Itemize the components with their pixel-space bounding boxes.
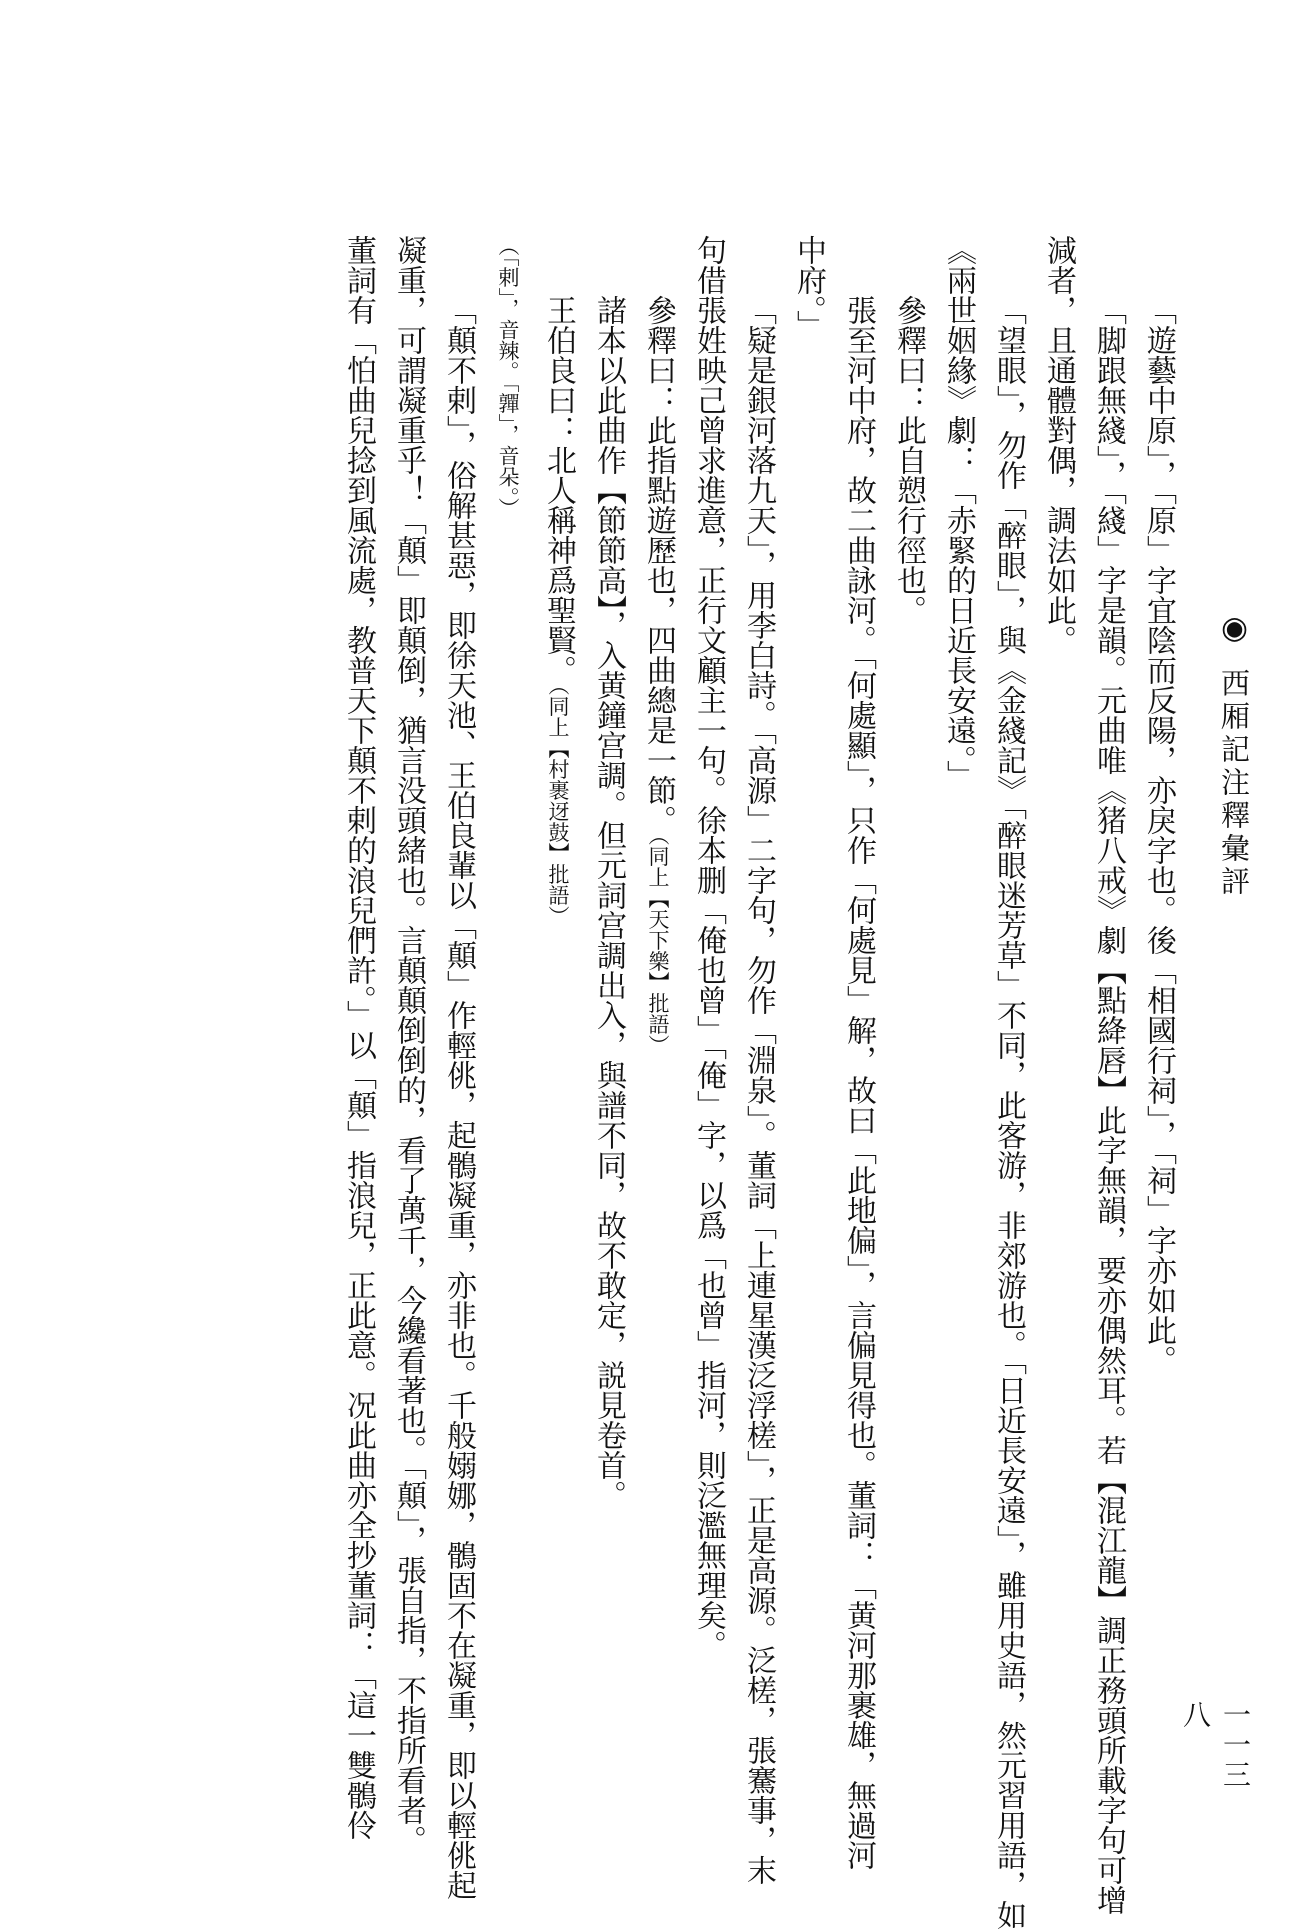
book-title: 西厢記注釋彙評 [1217, 668, 1251, 899]
text-column [833, 235, 883, 1870]
column-text: 「脚跟無綫」，「綫」字是韻。元曲唯《猪八戒》劇【點絳唇】此字無韻，要亦偶然耳。若【混江龍】調正務頭所載字句可增 [1091, 295, 1126, 1915]
text-column [1033, 235, 1083, 1795]
text-column [883, 235, 933, 1795]
text-column [433, 235, 483, 1900]
text-column [1083, 235, 1133, 1915]
page-number: 一一三八 [1179, 1700, 1252, 1790]
column-text: 參釋曰：此自愬行徑也。 [891, 295, 926, 625]
column-text: 張至河中府，故二曲詠河。「何處顯」，只作「何處見」解，故曰「此地偏」，言偏見得也。董詞：「黄河那裹雄，無過河 [841, 295, 876, 1870]
text-column [483, 235, 533, 1795]
column-text: 減者，且通體對偶，調法如此。 [1041, 235, 1076, 655]
annotation-note: （同上【天下樂】批語） [646, 835, 670, 1056]
text-column [983, 235, 1033, 1930]
bullet-icon: ◉ [1216, 610, 1253, 650]
column-text: 「顛不剌」，俗解甚惡，即徐天池、王伯良輩以「顛」作輕佻，起鶻凝重，亦非也。千般嫋娜，鶻固不在凝重，即以輕佻起 [441, 295, 476, 1900]
column-text: 董詞有「怕曲兒捻到風流處，教普天下顛不剌的浪兒們許。」以「顛」指浪兒，正此意。况此曲亦全抄董詞：「這一雙鶻伶 [341, 235, 376, 1840]
text-column [633, 235, 683, 1795]
column-text: 諸本以此曲作【節節高】，入黄鐘宫調。但元詞宫調出入，與譜不同，故不敢定，説見卷首。 [591, 295, 626, 1510]
text-column [683, 235, 733, 1795]
text-column [583, 235, 633, 1795]
text-column [733, 235, 783, 1885]
column-text: 凝重，可謂凝重乎！「顛」即顛倒，猶言没頭緒也。言顛顛倒倒的，看了萬千，今纔看著也。「顛」，張自指，不指所看者。 [391, 235, 426, 1855]
text-column [1133, 235, 1183, 1795]
column-text: 句借張姓映己曾求進意，正行文顧主一句。徐本删「俺也曾」「俺」字，以爲「也曾」指河，則泛濫無理矣。 [691, 235, 726, 1660]
annotation-note: （「剌」，音辣。「嚲」，音朵。） [496, 235, 520, 519]
text-column [533, 235, 583, 1795]
running-header [1214, 610, 1255, 899]
text-column [383, 235, 433, 1855]
text-column [933, 235, 983, 1795]
column-text: 「遊藝中原」，「原」字宜陰而反陽，亦戾字也。後「相國行祠」，「祠」字亦如此。 [1141, 295, 1176, 1375]
text-column [783, 235, 833, 1795]
body-text [333, 235, 1183, 1930]
column-text: 中府。」 [791, 235, 826, 340]
text-column [333, 235, 383, 1840]
column-text: 參釋曰：此指點遊歷也，四曲總是一節。 [641, 295, 676, 835]
column-text: 「疑是銀河落九天」，用李白詩。「高源」二字句，勿作「淵泉」。董詞「上連星漢泛浮槎」，正是高源。泛槎，張騫事，末 [741, 295, 776, 1885]
column-text: 「望眼」，勿作「醉眼」，與《金綫記》「醉眼迷芳草」不同，此客游，非郊游也。「日近長安遠」，雖用史語，然元習用語，如 [991, 295, 1026, 1930]
column-text: 王伯良曰：北人稱神爲聖賢。 [541, 295, 576, 685]
annotation-note: （同上【村裹迓鼓】批語） [546, 685, 570, 927]
column-text: 《兩世姻緣》劇：「赤緊的日近長安遠。」 [941, 235, 976, 790]
